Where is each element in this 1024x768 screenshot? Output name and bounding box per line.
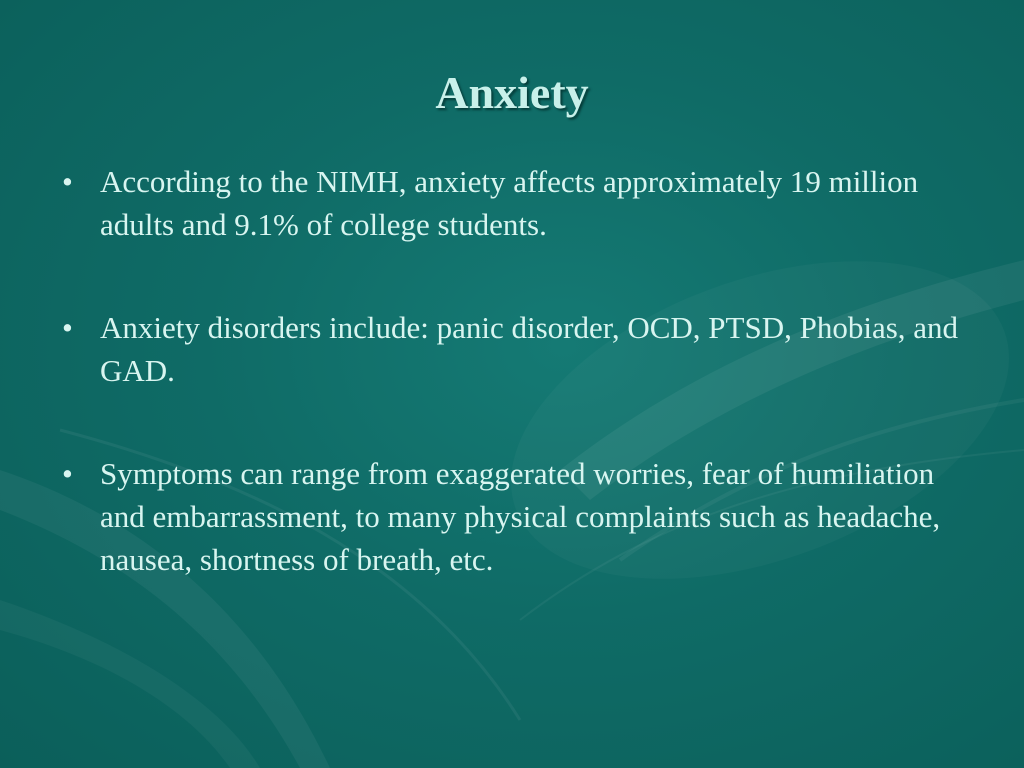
bullet-list: [60, 160, 970, 641]
bullet-point-icon: •: [62, 456, 73, 491]
slide-title: Anxiety: [435, 67, 589, 118]
bullet-point-icon: •: [62, 310, 73, 345]
bullet-item: [60, 452, 970, 581]
bullet-text: According to the NIMH, anxiety affects approximately 19 million adults and 9.1% of college students.: [100, 164, 919, 242]
bullet-item: [60, 160, 970, 246]
bullet-item: [60, 306, 970, 392]
bullet-text: Anxiety disorders include: panic disorder, OCD, PTSD, Phobias, and GAD.: [100, 310, 959, 388]
bullet-point-icon: •: [62, 164, 73, 199]
bullet-text: Symptoms can range from exaggerated worries, fear of humiliation and embarrassment, to many physical complaints such as headache, nausea, shortness of breath, etc.: [100, 456, 941, 577]
